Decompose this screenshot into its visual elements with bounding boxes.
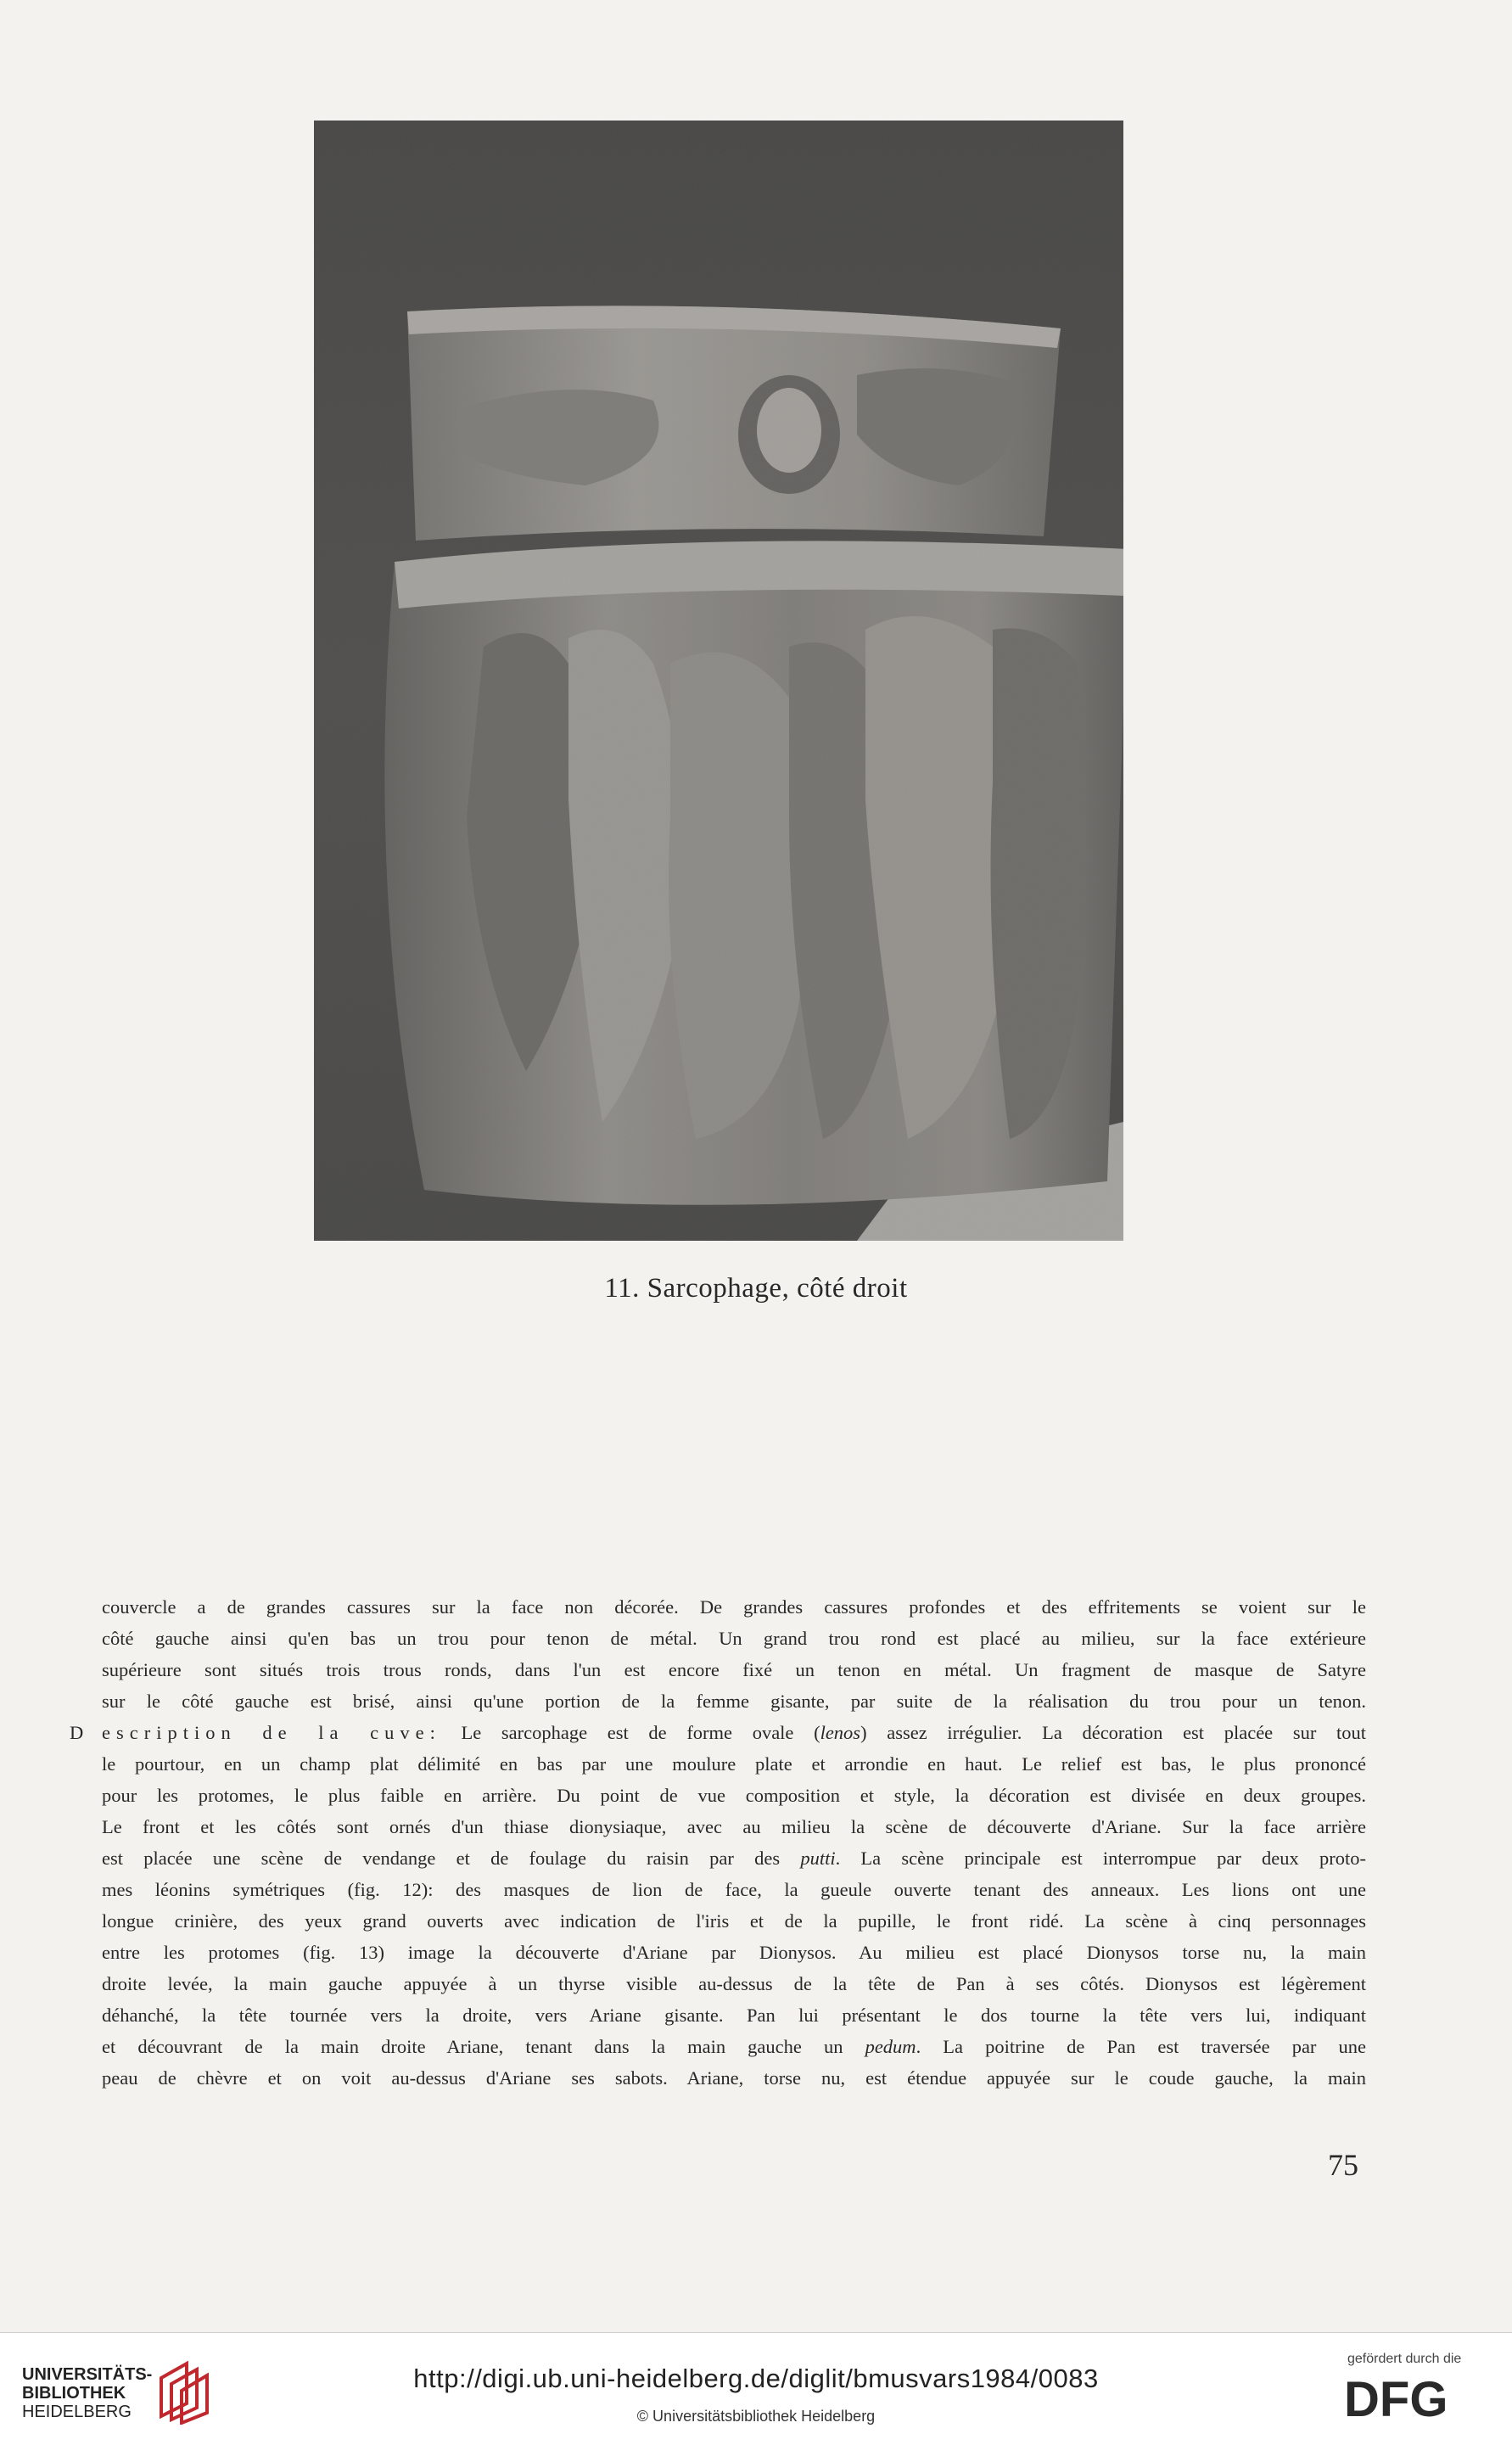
- text-line: droite levée, la main gauche appuyée à un thyrse visible au-dessus de la tête de Pan à ses côtés. Dionysos est légèrement: [102, 1973, 1366, 1994]
- text-line: entre les protomes (fig. 13) image la découverte d'Ariane par Dionysos. Au milieu est placé Dionysos torse nu, la main: [102, 1942, 1366, 1963]
- copyright-notice: © Universitätsbibliothek Heidelberg: [636, 2408, 876, 2425]
- pedum-term: pedum: [865, 2036, 916, 2057]
- library-name-line: BIBLIOTHEK: [22, 2384, 126, 2403]
- funding-note: gefördert durch die: [1347, 2352, 1462, 2366]
- page-number: 75: [1328, 2148, 1358, 2182]
- text-line: [102, 2031, 1366, 2062]
- dfg-logo-icon[interactable]: [1341, 2372, 1485, 2423]
- text-line: sur le côté gauche est brisé, ainsi qu'une portion de la femme gisante, par suite de la réalisation du trou pour un tenon.: [102, 1691, 1366, 1712]
- text-segment: et découvrant de la main droite Ariane, tenant dans la main gauche un: [102, 2036, 865, 2057]
- text-line: côté gauche ainsi qu'en bas un trou pour tenon de métal. Un grand trou rond est placé au milieu, sur la face extérieure: [102, 1628, 1366, 1649]
- text-line: Le front et les côtés sont ornés d'un thiase dionysiaque, avec au milieu la scène de découverte d'Ariane. Sur la face arrière: [102, 1816, 1366, 1837]
- library-name-line: HEIDELBERG: [22, 2403, 132, 2421]
- description-text: Le sarcophage est de forme ovale (: [440, 1722, 820, 1743]
- text-segment: est placée une scène de vendange et de foulage du raisin par des: [102, 1848, 801, 1869]
- text-line: mes léonins symétriques (fig. 12): des masques de lion de face, la gueule ouverte tenant des anneaux. Les lions ont une: [102, 1879, 1366, 1900]
- text-segment: . La scène principale est interrompue par deux proto-: [835, 1848, 1366, 1869]
- library-name-line: UNIVERSITÄTS-: [22, 2365, 153, 2384]
- dfg-logo-text: DFG: [1344, 2372, 1448, 2423]
- text-line: longue crinière, des yeux grand ouverts avec indication de l'iris et de la pupille, le front ridé. La scène à cinq personnages: [102, 1910, 1366, 1932]
- text-line: peau de chèvre et on voit au-dessus d'Ariane ses sabots. Ariane, torse nu, est étendue appuyée sur le coude gauche, la main: [102, 2067, 1366, 2089]
- sarcophagus-photo: [314, 121, 1123, 1241]
- permalink-url[interactable]: http://digi.ub.uni-heidelberg.de/diglit/bmusvars1984/0083: [413, 2364, 1099, 2393]
- text-line: supérieure sont situés trois trous ronds, dans l'un est encore fixé un tenon en métal. Un fragment de masque de Satyre: [102, 1659, 1366, 1680]
- description-initial: D: [70, 1722, 84, 1743]
- footer: [0, 2332, 1512, 2445]
- description-heading: escription de la cuve:: [102, 1722, 441, 1743]
- text-line: déhanché, la tête tournée vers la droite, vers Ariane gisante. Pan lui présentant le dos tourne la tête vers lui, indiquant: [102, 2005, 1366, 2026]
- text-line: pour les protomes, le plus faible en arrière. Du point de vue composition et style, la décoration est divisée en deux groupes.: [102, 1785, 1366, 1806]
- putti-term: putti: [800, 1848, 836, 1869]
- text-line: couvercle a de grandes cassures sur la face non décorée. De grandes cassures profondes et des effritements se voient sur le: [102, 1596, 1366, 1618]
- lenos-term: lenos: [820, 1722, 861, 1743]
- text-line: le pourtour, en un champ plat délimité en bas par une moulure plate et arrondie en haut. Le relief est bas, le plus prononcé: [102, 1753, 1366, 1775]
- text-line: [102, 1842, 1366, 1874]
- description-heading-line: [70, 1717, 1366, 1748]
- figure-caption: 11. Sarcophage, côté droit: [604, 1273, 908, 1304]
- text-segment: . La poitrine de Pan est traversée par une: [916, 2036, 1367, 2057]
- body-text: [70, 1591, 1367, 2094]
- description-text: ) assez irrégulier. La décoration est placée sur tout: [860, 1722, 1366, 1743]
